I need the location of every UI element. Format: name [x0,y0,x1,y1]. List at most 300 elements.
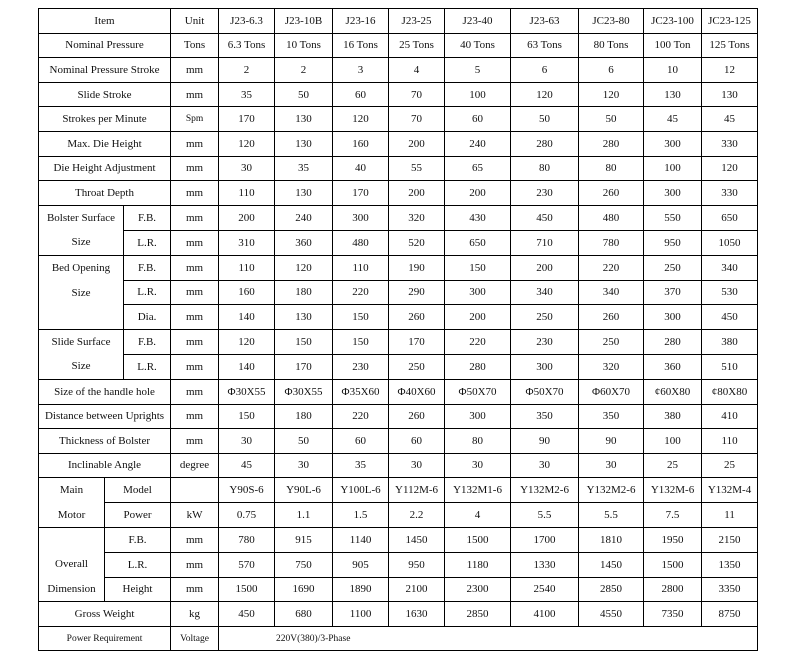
row-value: 1500 [219,577,275,602]
row-value: 100 Ton [644,33,702,58]
table-row-nominal-pressure [39,33,758,58]
group-label-line: Main [59,484,84,497]
row-value: 1690 [275,577,333,602]
sub-label: L.R. [124,354,171,379]
row-value: 260 [579,305,644,330]
row-value: 100 [644,429,702,454]
table-row-main-motor [39,478,758,503]
group-label-line: Size [71,236,91,249]
header-row [39,9,758,34]
group-label-line: Motor [57,508,86,521]
row-value: 280 [511,131,579,156]
row-value: 480 [579,205,644,230]
row-value: 160 [333,131,389,156]
row-value: 320 [579,354,644,379]
table-row-overall-dimension [39,577,758,602]
row-value: 450 [702,305,758,330]
row-value: 240 [445,131,511,156]
row-value: 50 [275,429,333,454]
row-value: 250 [644,255,702,280]
row-unit: kg [171,602,219,627]
row-label: Nominal Pressure Stroke [39,58,171,83]
header-model: JC23-125 [702,9,758,34]
row-value: 1.5 [333,503,389,528]
row-value: 1330 [511,553,579,578]
group-label-line: Overall [55,558,88,571]
row-value: 480 [333,230,389,255]
group-label-line: Dimension [47,582,96,595]
row-value: 1700 [511,528,579,553]
header-unit: Unit [171,9,219,34]
row-value: 680 [275,602,333,627]
table-row-inclinable-angle [39,453,758,478]
row-value: 35 [219,82,275,107]
row-value: 110 [219,181,275,206]
row-value: 90 [511,429,579,454]
table-row-overall-dimension [39,553,758,578]
row-value: 220 [333,280,389,305]
row-value: Φ40X60 [389,379,445,404]
row-unit: mm [171,354,219,379]
row-value: Y132M2-6 [579,478,644,503]
row-unit: mm [171,404,219,429]
sub-label: F.B. [124,205,171,230]
row-value: 1050 [702,230,758,255]
row-unit: mm [171,230,219,255]
row-value: 30 [579,453,644,478]
row-value: 150 [333,329,389,354]
row-value: 430 [445,205,511,230]
row-value: 250 [579,329,644,354]
row-value: 905 [333,553,389,578]
row-value: 10 [644,58,702,83]
sub-label: F.B. [124,255,171,280]
row-value: 330 [702,131,758,156]
row-value: 230 [333,354,389,379]
row-value: 200 [389,181,445,206]
row-label: Die Height Adjustment [39,156,171,181]
row-value: 110 [702,429,758,454]
row-value: 260 [579,181,644,206]
row-value: 340 [511,280,579,305]
group-label-line: Bed Opening [51,261,111,274]
row-value: 260 [389,404,445,429]
row-value: 250 [511,305,579,330]
row-value: 950 [644,230,702,255]
table-row-main-motor [39,503,758,528]
row-value: Y132M1-6 [445,478,511,503]
row-label: Inclinable Angle [39,453,171,478]
row-value: 370 [644,280,702,305]
table-row-distance-between-uprights [39,404,758,429]
header-model: JC23-100 [644,9,702,34]
row-unit: mm [171,255,219,280]
sub-label: L.R. [124,280,171,305]
table-row-power-requirement [39,626,758,651]
table-row-slide-surface-size [39,354,758,379]
row-unit: mm [171,577,219,602]
row-value: 300 [445,280,511,305]
row-value: 4 [389,58,445,83]
header-model: J23-63 [511,9,579,34]
row-value: 2850 [579,577,644,602]
row-value: 120 [333,107,389,132]
row-value: 450 [511,205,579,230]
row-value: 1810 [579,528,644,553]
row-value: 130 [702,82,758,107]
group-label [39,205,124,255]
row-value: 110 [219,255,275,280]
row-value: 100 [644,156,702,181]
row-value: 200 [389,131,445,156]
row-value: 30 [219,156,275,181]
row-value: 50 [511,107,579,132]
header-model: J23-40 [445,9,511,34]
row-unit: mm [171,329,219,354]
row-value: 1100 [333,602,389,627]
table-row-die-height-adjustment [39,156,758,181]
row-value: 2.2 [389,503,445,528]
row-value: 380 [702,329,758,354]
row-value: 330 [702,181,758,206]
row-label: Thickness of Bolster [39,429,171,454]
table-row-thickness-of-bolster [39,429,758,454]
row-value: 130 [644,82,702,107]
row-value: 100 [445,82,511,107]
row-value: 2150 [702,528,758,553]
row-value: 35 [275,156,333,181]
row-value: 63 Tons [511,33,579,58]
row-value: Φ50X70 [511,379,579,404]
row-value: 450 [219,602,275,627]
table-row-gross-weight [39,602,758,627]
row-value: 25 Tons [389,33,445,58]
specification-table [38,8,758,651]
row-value: 2 [275,58,333,83]
row-value: Φ35X60 [333,379,389,404]
row-value: 710 [511,230,579,255]
row-value: 150 [445,255,511,280]
row-value: 150 [275,329,333,354]
row-value: Y132M2-6 [511,478,579,503]
row-value: ¢60X80 [644,379,702,404]
row-value: 340 [702,255,758,280]
row-value: 60 [389,429,445,454]
row-value: 360 [275,230,333,255]
row-value: 170 [333,181,389,206]
row-unit: Voltage [171,626,219,651]
row-value: 25 [644,453,702,478]
group-label-line: Size [71,360,91,373]
row-value: 30 [389,453,445,478]
row-unit: mm [171,181,219,206]
table-row-slide-surface-size [39,329,758,354]
row-value: 16 Tons [333,33,389,58]
row-value: 6.3 Tons [219,33,275,58]
row-value: 2 [219,58,275,83]
row-value: 180 [275,404,333,429]
row-value: 60 [333,82,389,107]
sub-label: Dia. [124,305,171,330]
row-value: 230 [511,329,579,354]
row-value: 80 Tons [579,33,644,58]
row-value: 350 [511,404,579,429]
row-unit: degree [171,453,219,478]
row-value: 1140 [333,528,389,553]
row-value: 780 [579,230,644,255]
row-value: 650 [445,230,511,255]
row-value: 1450 [389,528,445,553]
row-value: 120 [511,82,579,107]
row-value: Φ60X70 [579,379,644,404]
row-value: 80 [511,156,579,181]
row-value: 280 [644,329,702,354]
sub-label: Power [105,503,171,528]
row-unit: mm [171,280,219,305]
row-value: 520 [389,230,445,255]
row-value: 200 [445,305,511,330]
row-value: Φ50X70 [445,379,511,404]
row-value: 90 [579,429,644,454]
row-value: 130 [275,131,333,156]
row-value: 50 [579,107,644,132]
row-value: 11 [702,503,758,528]
row-unit: Spm [171,107,219,132]
row-value: 510 [702,354,758,379]
row-unit: mm [171,205,219,230]
row-value: 45 [219,453,275,478]
row-value-span: 220V(380)/3-Phase [219,626,758,651]
row-value: 7.5 [644,503,702,528]
row-value: 2850 [445,602,511,627]
sub-label: L.R. [105,553,171,578]
header-model: J23-10B [275,9,333,34]
table-row-bed-opening-size [39,255,758,280]
row-value: 5.5 [579,503,644,528]
row-value: 7350 [644,602,702,627]
row-value: 360 [644,354,702,379]
row-value: 1180 [445,553,511,578]
row-value: 200 [445,181,511,206]
row-value: 300 [511,354,579,379]
table-row-slide-stroke [39,82,758,107]
row-value: Φ30X55 [219,379,275,404]
row-value: 300 [644,131,702,156]
row-value: 30 [275,453,333,478]
row-value: 5 [445,58,511,83]
row-value: 6 [579,58,644,83]
header-item: Item [39,9,171,34]
row-value: 80 [579,156,644,181]
row-value: 280 [579,131,644,156]
row-value: 0.75 [219,503,275,528]
row-value: 300 [644,181,702,206]
row-value: 300 [333,205,389,230]
row-value: 45 [702,107,758,132]
row-unit: mm [171,429,219,454]
row-value: 130 [275,305,333,330]
row-value: 120 [219,131,275,156]
row-value: Φ30X55 [275,379,333,404]
row-value: 1890 [333,577,389,602]
row-unit: mm [171,379,219,404]
row-value: 70 [389,82,445,107]
row-value: 290 [389,280,445,305]
row-unit: kW [171,503,219,528]
row-value: 30 [511,453,579,478]
row-value: 300 [445,404,511,429]
row-value: 50 [275,82,333,107]
row-value: Y90S-6 [219,478,275,503]
row-value: 260 [389,305,445,330]
row-value: 300 [644,305,702,330]
row-value: 3 [333,58,389,83]
row-label: Distance between Uprights [39,404,171,429]
row-value: 1450 [579,553,644,578]
row-value: 130 [275,181,333,206]
header-model: J23-25 [389,9,445,34]
sub-label: Model [105,478,171,503]
row-value: 310 [219,230,275,255]
row-value: 12 [702,58,758,83]
row-value: 1630 [389,602,445,627]
row-value: 45 [644,107,702,132]
row-unit [171,478,219,503]
row-value: 170 [219,107,275,132]
sub-label: F.B. [124,329,171,354]
row-value: 200 [511,255,579,280]
row-value: 25 [702,453,758,478]
header-model: JC23-80 [579,9,644,34]
row-value: 130 [275,107,333,132]
row-value: Y132M-6 [644,478,702,503]
row-value: 950 [389,553,445,578]
row-value: 230 [511,181,579,206]
row-value: 60 [333,429,389,454]
row-value: 220 [445,329,511,354]
table-row-bed-opening-size [39,280,758,305]
sub-label: Height [105,577,171,602]
table-row-overall-dimension [39,528,758,553]
row-value: 120 [275,255,333,280]
table-row-bolster-surface-size [39,205,758,230]
group-label-line: Slide Surface [51,335,111,348]
row-label: Max. Die Height [39,131,171,156]
group-label [39,528,105,602]
row-value: 240 [275,205,333,230]
group-label [39,255,124,329]
row-value: 1500 [445,528,511,553]
row-value: 150 [219,404,275,429]
row-unit: mm [171,553,219,578]
row-value: 40 Tons [445,33,511,58]
row-value: 530 [702,280,758,305]
row-label: Strokes per Minute [39,107,171,132]
row-value: 380 [644,404,702,429]
row-value: 320 [389,205,445,230]
row-value: 220 [333,404,389,429]
header-model: J23-16 [333,9,389,34]
row-value: 6 [511,58,579,83]
row-value: 410 [702,404,758,429]
row-label: Size of the handle hole [39,379,171,404]
group-label [39,329,124,379]
row-value: 3350 [702,577,758,602]
row-label: Throat Depth [39,181,171,206]
row-value: 110 [333,255,389,280]
row-value: 550 [644,205,702,230]
row-value: 70 [389,107,445,132]
row-unit: Tons [171,33,219,58]
row-value: 5.5 [511,503,579,528]
row-value: 4 [445,503,511,528]
row-label: Power Requirement [39,626,171,651]
row-value: 40 [333,156,389,181]
row-label: Gross Weight [39,602,171,627]
row-value: 30 [219,429,275,454]
table-row-handle-hole-size [39,379,758,404]
row-value: 120 [579,82,644,107]
row-value: 8750 [702,602,758,627]
table-row-nominal-pressure-stroke [39,58,758,83]
row-value: 1950 [644,528,702,553]
row-value: Y132M-4 [702,478,758,503]
row-value: 160 [219,280,275,305]
row-value: 915 [275,528,333,553]
row-value: Y90L-6 [275,478,333,503]
row-unit: mm [171,156,219,181]
header-model: J23-6.3 [219,9,275,34]
row-value: 60 [445,107,511,132]
row-value: 4550 [579,602,644,627]
row-value: 650 [702,205,758,230]
row-label: Slide Stroke [39,82,171,107]
row-value: 125 Tons [702,33,758,58]
sub-label: L.R. [124,230,171,255]
row-value: 35 [333,453,389,478]
row-value: 120 [702,156,758,181]
row-value: Y112M-6 [389,478,445,503]
row-value: 220 [579,255,644,280]
row-value: 140 [219,305,275,330]
row-value: 190 [389,255,445,280]
row-unit: mm [171,131,219,156]
row-value: 750 [275,553,333,578]
group-label-line: Size [71,286,91,299]
row-value: Y100L-6 [333,478,389,503]
sub-label: F.B. [105,528,171,553]
table-row-bed-opening-size [39,305,758,330]
row-value: 570 [219,553,275,578]
row-value: 4100 [511,602,579,627]
row-value: 250 [389,354,445,379]
row-value: 55 [389,156,445,181]
group-label-line: Bolster Surface [46,211,116,224]
row-value: 65 [445,156,511,181]
row-value: 2300 [445,577,511,602]
row-value: 170 [389,329,445,354]
table-row-strokes-per-minute [39,107,758,132]
row-unit: mm [171,58,219,83]
row-value: 150 [333,305,389,330]
row-unit: mm [171,305,219,330]
row-value: 780 [219,528,275,553]
group-label [39,478,105,528]
row-value: 80 [445,429,511,454]
row-value: 2540 [511,577,579,602]
table-row-bolster-surface-size [39,230,758,255]
row-value: 280 [445,354,511,379]
